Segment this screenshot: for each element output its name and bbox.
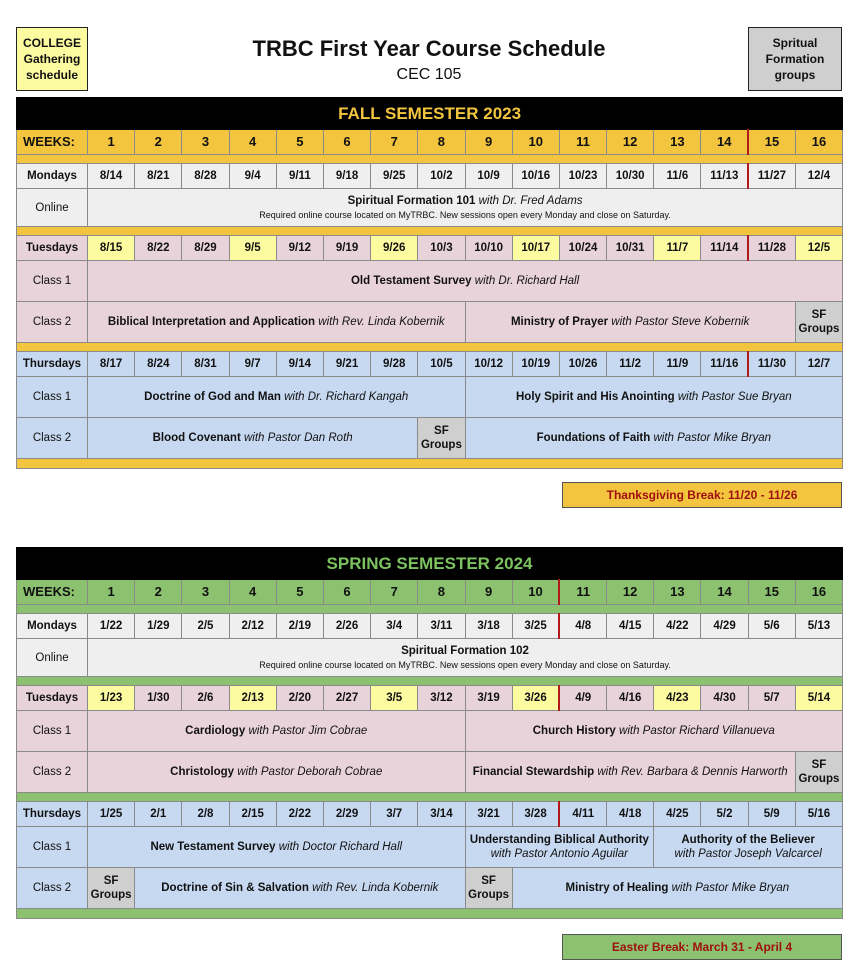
date-cell: 10/19: [512, 352, 559, 377]
date-cell: 1/23: [88, 686, 135, 711]
date-cell: 4/11: [559, 802, 606, 827]
date-cell: 10/12: [465, 352, 512, 377]
authority-of-believer-cell: Authority of the Believer with Pastor Joseph Valcarcel: [654, 827, 843, 868]
week-number: 9: [465, 580, 512, 605]
date-cell: 9/21: [323, 352, 370, 377]
date-cell: 1/30: [135, 686, 182, 711]
sf-groups-cell: SF Groups: [88, 868, 135, 909]
date-cell: 2/27: [323, 686, 370, 711]
date-cell: 11/27: [748, 164, 795, 189]
date-cell: 3/18: [465, 614, 512, 639]
date-cell: 9/14: [276, 352, 323, 377]
thursdays-label: Thursdays: [17, 802, 88, 827]
date-cell: 12/7: [795, 352, 842, 377]
separator: [17, 677, 843, 686]
week-number: 11: [559, 580, 606, 605]
separator: [17, 155, 843, 164]
date-cell: 2/1: [135, 802, 182, 827]
fall-schedule-table: [16, 97, 843, 469]
separator: [17, 909, 843, 919]
christology-cell: Christology with Pastor Deborah Cobrae: [88, 752, 466, 793]
date-cell: 8/21: [135, 164, 182, 189]
date-cell: 8/29: [182, 236, 229, 261]
financial-stewardship-cell: Financial Stewardship with Rev. Barbara & Dennis Harworth: [465, 752, 795, 793]
class2-label: Class 2: [17, 752, 88, 793]
date-cell: 5/16: [795, 802, 842, 827]
date-cell: 10/3: [418, 236, 465, 261]
date-cell: 8/31: [182, 352, 229, 377]
week-number: 8: [418, 130, 465, 155]
week-number: 14: [701, 130, 748, 155]
week-number: 15: [748, 130, 795, 155]
week-number: 7: [371, 580, 418, 605]
foundations-of-faith-cell: Foundations of Faith with Pastor Mike Bryan: [465, 418, 843, 459]
date-cell: 5/2: [701, 802, 748, 827]
date-cell: 9/28: [371, 352, 418, 377]
date-cell: 9/7: [229, 352, 276, 377]
date-cell: 1/29: [135, 614, 182, 639]
date-cell: 11/16: [701, 352, 748, 377]
date-cell: 4/30: [701, 686, 748, 711]
date-cell: 9/25: [371, 164, 418, 189]
easter-break-note: Easter Break: March 31 - April 4: [562, 934, 842, 960]
date-cell: 1/22: [88, 614, 135, 639]
week-number: 9: [465, 130, 512, 155]
date-cell: 9/4: [229, 164, 276, 189]
date-cell: 2/26: [323, 614, 370, 639]
fall-semester-title: FALL SEMESTER 2023: [17, 98, 843, 130]
date-cell: 11/6: [654, 164, 701, 189]
online-note: Required online course located on MyTRBC. New sessions open every Monday and close on Saturday.: [259, 209, 671, 220]
date-cell: 3/21: [465, 802, 512, 827]
date-cell: 4/8: [559, 614, 606, 639]
course-title: Spiritual Formation 102: [401, 644, 529, 657]
sf-groups-cell: SF Groups: [795, 752, 842, 793]
separator: [17, 227, 843, 236]
biblical-authority-cell: Understanding Biblical Authority with Pastor Antonio Aguilar: [465, 827, 654, 868]
date-cell: 12/4: [795, 164, 842, 189]
class2-label: Class 2: [17, 418, 88, 459]
date-cell: 8/22: [135, 236, 182, 261]
date-cell: 11/7: [654, 236, 701, 261]
page-subtitle: CEC 105: [396, 66, 462, 83]
week-number: 16: [795, 130, 842, 155]
week-number: 1: [88, 580, 135, 605]
tuesdays-label: Tuesdays: [17, 236, 88, 261]
date-cell: 10/30: [607, 164, 654, 189]
week-number: 7: [371, 130, 418, 155]
class2-label: Class 2: [17, 868, 88, 909]
week-number: 6: [323, 580, 370, 605]
blood-covenant-cell: Blood Covenant with Pastor Dan Roth: [88, 418, 418, 459]
date-cell: 2/29: [323, 802, 370, 827]
week-number: 1: [88, 130, 135, 155]
thursdays-label: Thursdays: [17, 352, 88, 377]
week-number: 2: [135, 580, 182, 605]
date-cell: 11/28: [748, 236, 795, 261]
date-cell: 3/4: [371, 614, 418, 639]
week-number: 4: [229, 580, 276, 605]
date-cell: 11/2: [607, 352, 654, 377]
spiritual-formation-label: Spritual Formation groups: [765, 36, 825, 82]
spiritual-formation-legend: [748, 27, 842, 91]
date-cell: 9/18: [323, 164, 370, 189]
online-note: Required online course located on MyTRBC. New sessions open every Monday and close on Saturday.: [259, 659, 671, 670]
date-cell: 8/24: [135, 352, 182, 377]
date-cell: 10/26: [559, 352, 606, 377]
mondays-label: Mondays: [17, 164, 88, 189]
church-history-cell: Church History with Pastor Richard Villanueva: [465, 711, 843, 752]
date-cell: 9/11: [276, 164, 323, 189]
date-cell: 2/20: [276, 686, 323, 711]
date-cell: 8/15: [88, 236, 135, 261]
date-cell: 5/6: [748, 614, 795, 639]
week-number: 10: [512, 130, 559, 155]
class2-label: Class 2: [17, 302, 88, 343]
week-number: 12: [607, 580, 654, 605]
class1-label: Class 1: [17, 377, 88, 418]
date-cell: 9/5: [229, 236, 276, 261]
date-cell: 2/5: [182, 614, 229, 639]
week-number: 3: [182, 580, 229, 605]
date-cell: 3/14: [418, 802, 465, 827]
week-number: 13: [654, 130, 701, 155]
date-cell: 3/19: [465, 686, 512, 711]
week-number: 13: [654, 580, 701, 605]
date-cell: 9/12: [276, 236, 323, 261]
date-cell: 2/6: [182, 686, 229, 711]
separator: [17, 793, 843, 802]
week-number: 16: [795, 580, 842, 605]
class1-label: Class 1: [17, 261, 88, 302]
class1-label: Class 1: [17, 827, 88, 868]
week-number: 3: [182, 130, 229, 155]
date-cell: 2/22: [276, 802, 323, 827]
spring-schedule-table: [16, 547, 843, 919]
tuesdays-label: Tuesdays: [17, 686, 88, 711]
date-cell: 5/14: [795, 686, 842, 711]
week-number: 4: [229, 130, 276, 155]
date-cell: 4/22: [654, 614, 701, 639]
new-testament-survey-cell: New Testament Survey with Doctor Richard Hall: [88, 827, 466, 868]
date-cell: 2/19: [276, 614, 323, 639]
date-cell: 8/28: [182, 164, 229, 189]
mondays-label: Mondays: [17, 614, 88, 639]
separator: [17, 343, 843, 352]
date-cell: 3/26: [512, 686, 559, 711]
week-number: 6: [323, 130, 370, 155]
date-cell: 4/29: [701, 614, 748, 639]
date-cell: 3/11: [418, 614, 465, 639]
date-cell: 10/9: [465, 164, 512, 189]
date-cell: 4/16: [607, 686, 654, 711]
date-cell: 11/9: [654, 352, 701, 377]
week-number: 8: [418, 580, 465, 605]
date-cell: 3/7: [371, 802, 418, 827]
old-testament-survey-cell: Old Testament Survey with Dr. Richard Hall: [88, 261, 843, 302]
spiritual-formation-102-cell: [88, 639, 843, 677]
date-cell: 8/17: [88, 352, 135, 377]
college-gathering-label: COLLEGE Gathering schedule: [22, 36, 81, 82]
date-cell: 11/14: [701, 236, 748, 261]
week-number: 11: [559, 130, 606, 155]
week-number: 5: [276, 580, 323, 605]
online-label: Online: [17, 639, 88, 677]
date-cell: 2/13: [229, 686, 276, 711]
week-number: 5: [276, 130, 323, 155]
date-cell: 2/8: [182, 802, 229, 827]
date-cell: 8/14: [88, 164, 135, 189]
separator: [17, 459, 843, 469]
date-cell: 5/13: [795, 614, 842, 639]
spiritual-formation-101-cell: [88, 189, 843, 227]
date-cell: 10/24: [559, 236, 606, 261]
date-cell: 10/31: [607, 236, 654, 261]
date-cell: 2/12: [229, 614, 276, 639]
date-cell: 10/2: [418, 164, 465, 189]
thanksgiving-break-note: Thanksgiving Break: 11/20 - 11/26: [562, 482, 842, 508]
holy-spirit-cell: Holy Spirit and His Anointing with Pastor Sue Bryan: [465, 377, 843, 418]
date-cell: 4/25: [654, 802, 701, 827]
date-cell: 9/19: [323, 236, 370, 261]
date-cell: 4/15: [607, 614, 654, 639]
week-number: 15: [748, 580, 795, 605]
cardiology-cell: Cardiology with Pastor Jim Cobrae: [88, 711, 466, 752]
date-cell: 10/10: [465, 236, 512, 261]
date-cell: 1/25: [88, 802, 135, 827]
week-number: 2: [135, 130, 182, 155]
ministry-of-healing-cell: Ministry of Healing with Pastor Mike Bryan: [512, 868, 842, 909]
date-cell: 3/5: [371, 686, 418, 711]
separator: [17, 605, 843, 614]
date-cell: 12/5: [795, 236, 842, 261]
date-cell: 3/28: [512, 802, 559, 827]
ministry-of-prayer-cell: Ministry of Prayer with Pastor Steve Kobernik: [465, 302, 795, 343]
date-cell: 10/17: [512, 236, 559, 261]
date-cell: 10/16: [512, 164, 559, 189]
date-cell: 11/30: [748, 352, 795, 377]
doctrine-of-sin-cell: Doctrine of Sin & Salvation with Rev. Linda Kobernik: [135, 868, 465, 909]
date-cell: 11/13: [701, 164, 748, 189]
sf-groups-cell: SF Groups: [465, 868, 512, 909]
date-cell: 10/23: [559, 164, 606, 189]
date-cell: 9/26: [371, 236, 418, 261]
date-cell: 4/9: [559, 686, 606, 711]
spring-semester-title: SPRING SEMESTER 2024: [17, 548, 843, 580]
online-label: Online: [17, 189, 88, 227]
date-cell: 3/12: [418, 686, 465, 711]
date-cell: 2/15: [229, 802, 276, 827]
college-gathering-legend: [16, 27, 88, 91]
week-number: 14: [701, 580, 748, 605]
date-cell: 4/23: [654, 686, 701, 711]
date-cell: 10/5: [418, 352, 465, 377]
doctrine-of-god-cell: Doctrine of God and Man with Dr. Richard Kangah: [88, 377, 466, 418]
weeks-label: WEEKS:: [17, 580, 88, 605]
date-cell: 4/18: [607, 802, 654, 827]
weeks-label: WEEKS:: [17, 130, 88, 155]
course-instructor: with Dr. Fred Adams: [478, 194, 583, 207]
date-cell: 3/25: [512, 614, 559, 639]
week-number: 10: [512, 580, 559, 605]
date-cell: 5/9: [748, 802, 795, 827]
biblical-interpretation-cell: Biblical Interpretation and Application with Rev. Linda Kobernik: [88, 302, 466, 343]
course-title: Spiritual Formation 101: [347, 194, 476, 207]
page-title: TRBC First Year Course Schedule: [252, 36, 606, 61]
class1-label: Class 1: [17, 711, 88, 752]
date-cell: 5/7: [748, 686, 795, 711]
sf-groups-cell: SF Groups: [418, 418, 465, 459]
week-number: 12: [607, 130, 654, 155]
sf-groups-cell: SF Groups: [795, 302, 842, 343]
